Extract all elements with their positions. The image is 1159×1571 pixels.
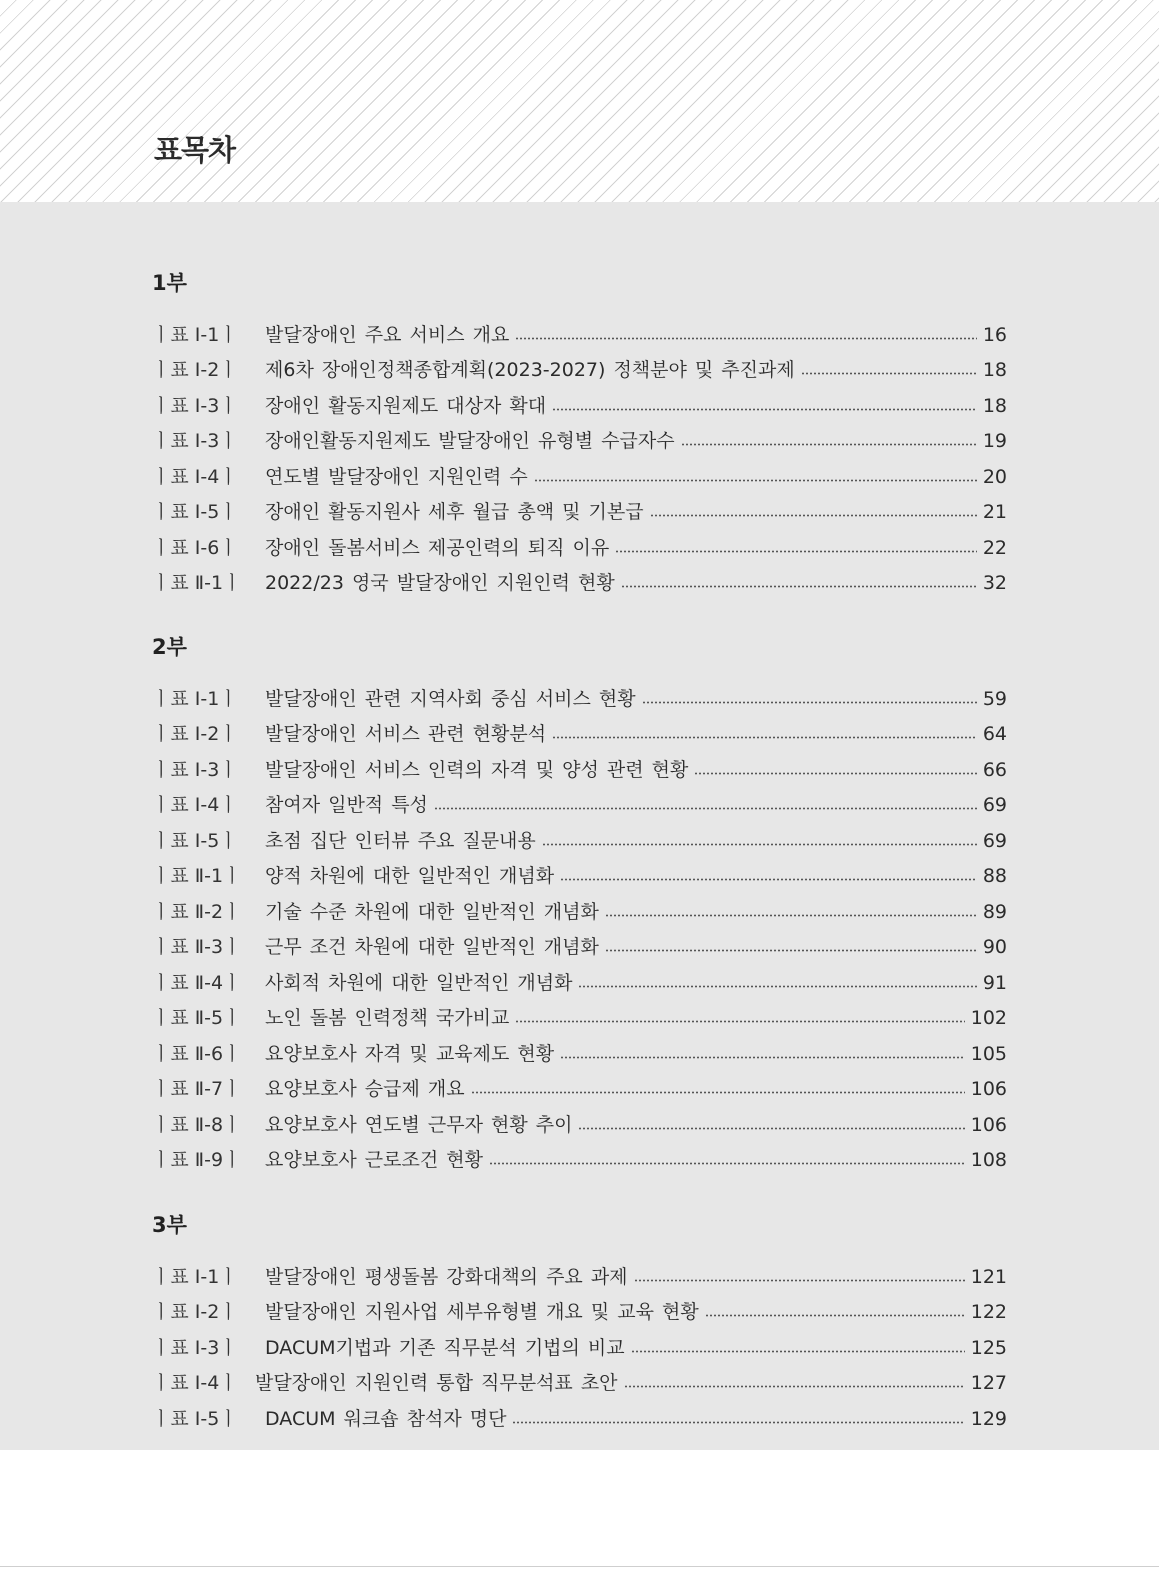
table-of-contents (0, 202, 1159, 1450)
table-number-label: ㅣ표 Ⅰ-1ㅣ (152, 687, 238, 710)
page-number: 91 (982, 971, 1007, 994)
toc-entry[interactable] (152, 1104, 1007, 1140)
page-number: 88 (982, 865, 1007, 887)
toc-entry[interactable] (152, 891, 1007, 927)
dot-leader (624, 1385, 965, 1388)
section-title: 1부 (152, 271, 187, 295)
table-title: DACUM기법과 기존 직무분석 기법의 비교 (265, 1336, 625, 1359)
table-title: 노인 돌봄 인력정책 국가비교 (265, 1007, 510, 1029)
toc-entry[interactable] (152, 1327, 1007, 1363)
table-title: 근무 조건 차원에 대한 일반적인 개념화 (265, 936, 599, 958)
table-title: 양적 차원에 대한 일반적인 개념화 (265, 865, 555, 887)
page-number: 69 (982, 794, 1007, 816)
dot-leader (694, 772, 976, 775)
table-title: 기술 수준 차원에 대한 일반적인 개념화 (265, 900, 599, 923)
table-number-label: ㅣ표 Ⅰ-3ㅣ (152, 430, 238, 452)
table-number-label: ㅣ표 Ⅰ-4ㅣ (152, 465, 238, 488)
dot-leader (615, 550, 977, 553)
table-title: 초점 집단 인터뷰 주요 질문내용 (265, 829, 536, 852)
page-number: 105 (970, 1042, 1007, 1065)
table-number-label: ㅣ표 Ⅰ-2ㅣ (152, 723, 238, 745)
table-title: 요양보호사 근로조건 현황 (265, 1149, 483, 1171)
table-number-label: ㅣ표 Ⅱ-1ㅣ (152, 865, 242, 887)
dot-leader (471, 1091, 965, 1094)
table-number-label: ㅣ표 Ⅰ-2ㅣ (152, 359, 238, 381)
toc-list (152, 314, 1007, 598)
table-number-label: ㅣ표 Ⅰ-3ㅣ (152, 394, 238, 417)
dot-leader (515, 337, 976, 340)
table-title: 발달장애인 주요 서비스 개요 (265, 323, 510, 346)
section-part-1 (152, 268, 1007, 598)
dot-leader (705, 1314, 965, 1317)
toc-entry[interactable] (152, 749, 1007, 785)
table-title: DACUM 워크숍 참석자 명단 (265, 1407, 507, 1430)
table-number-label: ㅣ표 Ⅰ-5ㅣ (152, 1407, 238, 1430)
page-bottom-border (0, 1566, 1159, 1567)
table-number-label: ㅣ표 Ⅱ-7ㅣ (152, 1078, 242, 1100)
page-number: 127 (970, 1372, 1007, 1394)
dot-leader (631, 1350, 965, 1353)
table-number-label: ㅣ표 Ⅱ-5ㅣ (152, 1007, 242, 1029)
page-number: 22 (982, 536, 1007, 559)
dot-leader (642, 701, 977, 704)
dot-leader (534, 479, 977, 482)
table-number-label: ㅣ표 Ⅱ-6ㅣ (152, 1042, 242, 1065)
table-title: 발달장애인 서비스 관련 현황분석 (265, 723, 547, 745)
table-number-label: ㅣ표 Ⅱ-3ㅣ (152, 936, 242, 958)
dot-leader (578, 985, 976, 988)
table-number-label: ㅣ표 Ⅱ-4ㅣ (152, 971, 242, 994)
toc-entry[interactable] (152, 385, 1007, 421)
toc-entry[interactable] (152, 1069, 1007, 1105)
table-number-label: ㅣ표 Ⅱ-9ㅣ (152, 1149, 242, 1171)
table-title: 제6차 장애인정책종합계획(2023-2027) 정책분야 및 추진과제 (265, 359, 795, 381)
toc-entry[interactable] (152, 1140, 1007, 1176)
toc-entry[interactable] (152, 456, 1007, 492)
table-title: 장애인 활동지원제도 대상자 확대 (265, 394, 547, 417)
page-number: 69 (982, 829, 1007, 852)
table-title: 장애인 활동지원사 세후 월급 총액 및 기본급 (265, 501, 644, 523)
table-title: 장애인 돌봄서비스 제공인력의 퇴직 이유 (265, 536, 610, 559)
toc-entry[interactable] (152, 1256, 1007, 1292)
dot-leader (560, 1056, 965, 1059)
table-title: 요양보호사 연도별 근무자 현황 추이 (265, 1113, 573, 1136)
dot-leader (605, 914, 977, 917)
toc-entry[interactable] (152, 962, 1007, 998)
page-number: 106 (970, 1113, 1007, 1136)
table-title: 발달장애인 지원사업 세부유형별 개요 및 교육 현황 (265, 1301, 699, 1323)
toc-entry[interactable] (152, 1033, 1007, 1069)
table-title: 참여자 일반적 특성 (265, 794, 428, 816)
table-number-label: ㅣ표 Ⅰ-1ㅣ (152, 1265, 238, 1288)
toc-list (152, 1256, 1007, 1434)
page-title: 표목차 (154, 133, 236, 167)
page-number: 20 (982, 465, 1007, 488)
section-title: 2부 (152, 635, 187, 659)
toc-list (152, 678, 1007, 1175)
toc-entry[interactable] (152, 785, 1007, 821)
section-part-3 (152, 1210, 1007, 1434)
toc-entry[interactable] (152, 856, 1007, 892)
table-number-label: ㅣ표 Ⅰ-5ㅣ (152, 829, 238, 852)
page-number: 66 (982, 758, 1007, 781)
table-number-label: ㅣ표 Ⅱ-1ㅣ (152, 572, 242, 594)
dot-leader (515, 1020, 964, 1023)
toc-entry[interactable] (152, 1292, 1007, 1328)
toc-entry[interactable] (152, 421, 1007, 457)
dot-leader (578, 1127, 964, 1130)
dot-leader (681, 443, 977, 446)
page-number: 108 (970, 1149, 1007, 1171)
dot-leader (552, 736, 977, 739)
dot-leader (542, 843, 977, 846)
page-number: 89 (982, 900, 1007, 923)
table-title: 발달장애인 평생돌봄 강화대책의 주요 과제 (265, 1265, 628, 1288)
dot-leader (650, 514, 977, 517)
page-number: 32 (982, 572, 1007, 594)
page-number: 64 (982, 723, 1007, 745)
toc-entry[interactable] (152, 927, 1007, 963)
table-title: 발달장애인 지원인력 통합 직무분석표 초안 (255, 1372, 618, 1394)
dot-leader (434, 807, 977, 810)
section-part-2 (152, 632, 1007, 1175)
table-number-label: ㅣ표 Ⅰ-3ㅣ (152, 1336, 238, 1359)
toc-entry[interactable] (152, 678, 1007, 714)
dot-leader (552, 408, 977, 411)
page-number: 122 (970, 1301, 1007, 1323)
toc-entry[interactable] (152, 1363, 1007, 1399)
table-number-label: ㅣ표 Ⅰ-1ㅣ (152, 323, 238, 346)
dot-leader (489, 1162, 965, 1165)
table-title: 연도별 발달장애인 지원인력 수 (265, 465, 528, 488)
toc-entry[interactable] (152, 820, 1007, 856)
dot-leader (621, 585, 977, 588)
table-title: 요양보호사 자격 및 교육제도 현황 (265, 1042, 555, 1065)
toc-entry[interactable] (152, 350, 1007, 386)
toc-entry[interactable] (152, 563, 1007, 599)
page-header (0, 0, 1159, 202)
toc-entry[interactable] (152, 714, 1007, 750)
table-title: 2022/23 영국 발달장애인 지원인력 현황 (265, 572, 615, 594)
table-title: 발달장애인 관련 지역사회 중심 서비스 현황 (265, 687, 636, 710)
page-number: 59 (982, 687, 1007, 710)
page-number: 19 (982, 430, 1007, 452)
table-number-label: ㅣ표 Ⅰ-4ㅣ (152, 794, 238, 816)
page-number: 21 (982, 501, 1007, 523)
page-number: 106 (970, 1078, 1007, 1100)
page-number: 102 (970, 1007, 1007, 1029)
table-number-label: ㅣ표 Ⅰ-4ㅣ (152, 1372, 238, 1394)
table-title: 발달장애인 서비스 인력의 자격 및 양성 관련 현황 (265, 758, 689, 781)
page-number: 129 (970, 1407, 1007, 1430)
dot-leader (801, 372, 977, 375)
table-number-label: ㅣ표 Ⅰ-5ㅣ (152, 501, 238, 523)
table-number-label: ㅣ표 Ⅱ-2ㅣ (152, 900, 242, 923)
dot-leader (560, 878, 977, 881)
table-title: 사회적 차원에 대한 일반적인 개념화 (265, 971, 573, 994)
table-number-label: ㅣ표 Ⅰ-2ㅣ (152, 1301, 238, 1323)
dot-leader (512, 1421, 964, 1424)
table-title: 장애인활동지원제도 발달장애인 유형별 수급자수 (265, 430, 675, 452)
table-title: 요양보호사 승급제 개요 (265, 1078, 465, 1100)
table-number-label: ㅣ표 Ⅰ-6ㅣ (152, 536, 238, 559)
toc-entry[interactable] (152, 527, 1007, 563)
table-number-label: ㅣ표 Ⅰ-3ㅣ (152, 758, 238, 781)
page-number: 125 (970, 1336, 1007, 1359)
toc-entry[interactable] (152, 1398, 1007, 1434)
page-number: 18 (982, 394, 1007, 417)
section-title: 3부 (152, 1213, 187, 1237)
page-number: 18 (982, 359, 1007, 381)
toc-entry[interactable] (152, 998, 1007, 1034)
toc-entry[interactable] (152, 314, 1007, 350)
dot-leader (605, 949, 977, 952)
toc-entry[interactable] (152, 492, 1007, 528)
page-number: 121 (970, 1265, 1007, 1288)
table-number-label: ㅣ표 Ⅱ-8ㅣ (152, 1113, 242, 1136)
page-number: 90 (982, 936, 1007, 958)
page-number: 16 (982, 323, 1007, 346)
dot-leader (634, 1279, 965, 1282)
